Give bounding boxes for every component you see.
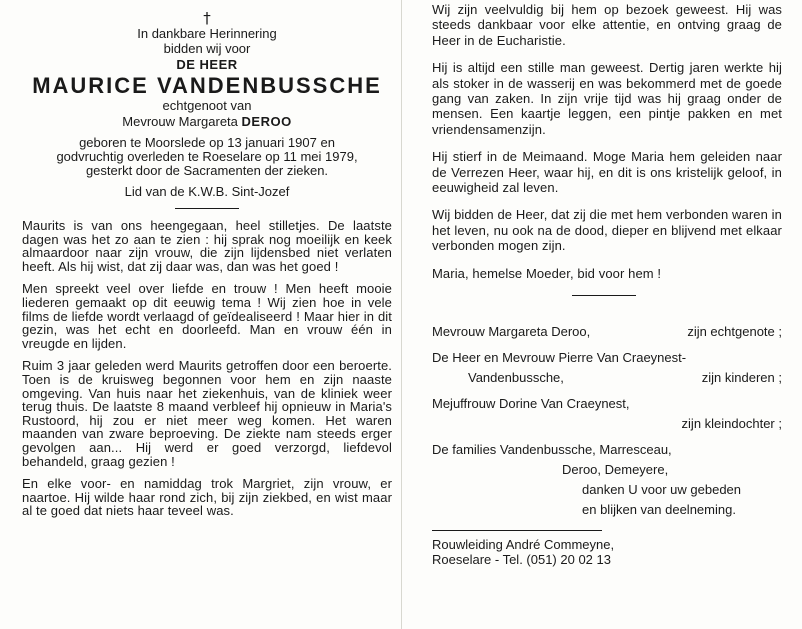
grandchild-name: Mejuffrouw Dorine Van Craeynest, [432, 396, 630, 412]
family-list [432, 322, 782, 520]
spouse-role: zijn echtgenote ; [687, 324, 782, 340]
intro-line-2: bidden wij voor [163, 41, 251, 56]
spouse-prefix: Mevrouw Margareta [122, 114, 238, 129]
spouse-name: Mevrouw Margareta Deroo, [432, 324, 591, 340]
thanks-line-2: en blijken van deelneming. [582, 502, 736, 518]
spouse-name [22, 114, 392, 130]
right-panel [432, 2, 782, 624]
birth-line-3: gesterkt door de Sacramenten der zieken. [85, 163, 329, 178]
paragraph: Men spreekt veel over liefde en trouw ! Men heeft mooie liederen gemaakt op dit eeuwig tema ! Wij zien hoe in vele films de liefde wordt verlaagd of geïdealiseerd ! Maar hier in dit gezin, was het echt en doorleefd. Man en vrouw één in vreugde en lijden. [22, 281, 392, 351]
fold-line [401, 0, 402, 629]
paragraph: Ruim 3 jaar geleden werd Maurits getroffen door een beroerte. Toen is de kruisweg begonnen voor hem en zijn naaste omgeving. Van huis naar het ziekenhuis, van de kliniek weer terug thuis. De laatste 8 maand verbleef hij opnieuw in Maria's Rustoord, hij zou er niet meer weg komen. Het waren maanden van zware beproeving. De ziekte nam steeds erger gevolgen aan... Hij werd er goed verzorgd, liefdevol behandeld, graag gezien ! [22, 358, 392, 469]
divider [572, 295, 636, 296]
spouse-surname: DEROO [241, 114, 292, 129]
paragraph: Wij bidden de Heer, dat zij die met hem verbonden waren in het leven, nu ook na de dood, dieper en blijvend met elkaar verbonden mogen zijn. [432, 207, 782, 254]
paragraph: Hij is altijd een stille man geweest. Dertig jaren werkte hij als stoker in de wasserij en was bekommerd met de goede gang van zaken. In zijn vrije tijd was hij graag onder de mensen. Een kaartje leggen, een pintje pakken en met vriendensamenzijn. [432, 60, 782, 137]
family-row-children [432, 368, 782, 388]
grandchild-role: zijn kleindochter ; [681, 416, 782, 432]
intro-line-1: In dankbare Herinnering [137, 26, 277, 41]
paragraph: En elke voor- en namiddag trok Margriet, zijn vrouw, er naartoe. Hij wilde haar rond zich, bij zijn ziekbed, en wist maar al te goed dat niets haar teveel was. [22, 476, 392, 519]
left-panel [22, 10, 392, 622]
children-line-1: De Heer en Mevrouw Pierre Van Craeynest- [432, 350, 687, 366]
thanks-line-1: danken U voor uw gebeden [582, 482, 742, 498]
family-row-spouse [432, 322, 782, 342]
families-line-1: De families Vandenbussche, Marresceau, [432, 442, 672, 458]
children-line-2: Vandenbussche, [468, 370, 564, 386]
paragraph: Hij stierf in de Meimaand. Moge Maria hem geleiden naar de Verrezen Heer, waar hij, en dit is ons kristelijk geloof, in eeuwigheid zal leven. [432, 149, 782, 196]
paragraph: Maurits is van ons heengegaan, heel stilletjes. De laatste dagen was het zo aan te zien : hij sprak nog moeilijk en keek almaardoor naar zijn vrouw, die zijn lijdensbed niet verlaten heeft. Als hij wist, dat zij daar was, dan was het goed ! [22, 218, 392, 274]
cross-icon: † [203, 10, 211, 27]
funeral-director: Rouwleiding André Commeyne, [432, 537, 615, 553]
divider [175, 208, 239, 209]
deceased-name: MAURICE VANDENBUSSCHE [32, 73, 382, 98]
funeral-contact: Roeselare - Tel. (051) 20 02 13 [432, 552, 611, 568]
birth-line-1: geboren te Moorslede op 13 januari 1907 en [79, 135, 335, 150]
family-row-grandchild [432, 414, 782, 434]
title-de-heer: DE HEER [176, 57, 238, 72]
funeral-divider [432, 530, 602, 531]
spouse-label: echtgenoot van [162, 98, 252, 113]
membership: Lid van de K.W.B. Sint-Jozef [124, 184, 290, 199]
paragraph: Wij zijn veelvuldig bij hem op bezoek geweest. Hij was steeds dankbaar voor elke attentie, en ontving graag de Heer in de Eucharistie. [432, 2, 782, 48]
children-role: zijn kinderen ; [701, 370, 782, 386]
prayer: Maria, hemelse Moeder, bid voor hem ! [432, 265, 662, 281]
families-line-2: Deroo, Demeyere, [562, 462, 669, 478]
birth-line-2: godvruchtig overleden te Roeselare op 11 mei 1979, [56, 149, 358, 164]
